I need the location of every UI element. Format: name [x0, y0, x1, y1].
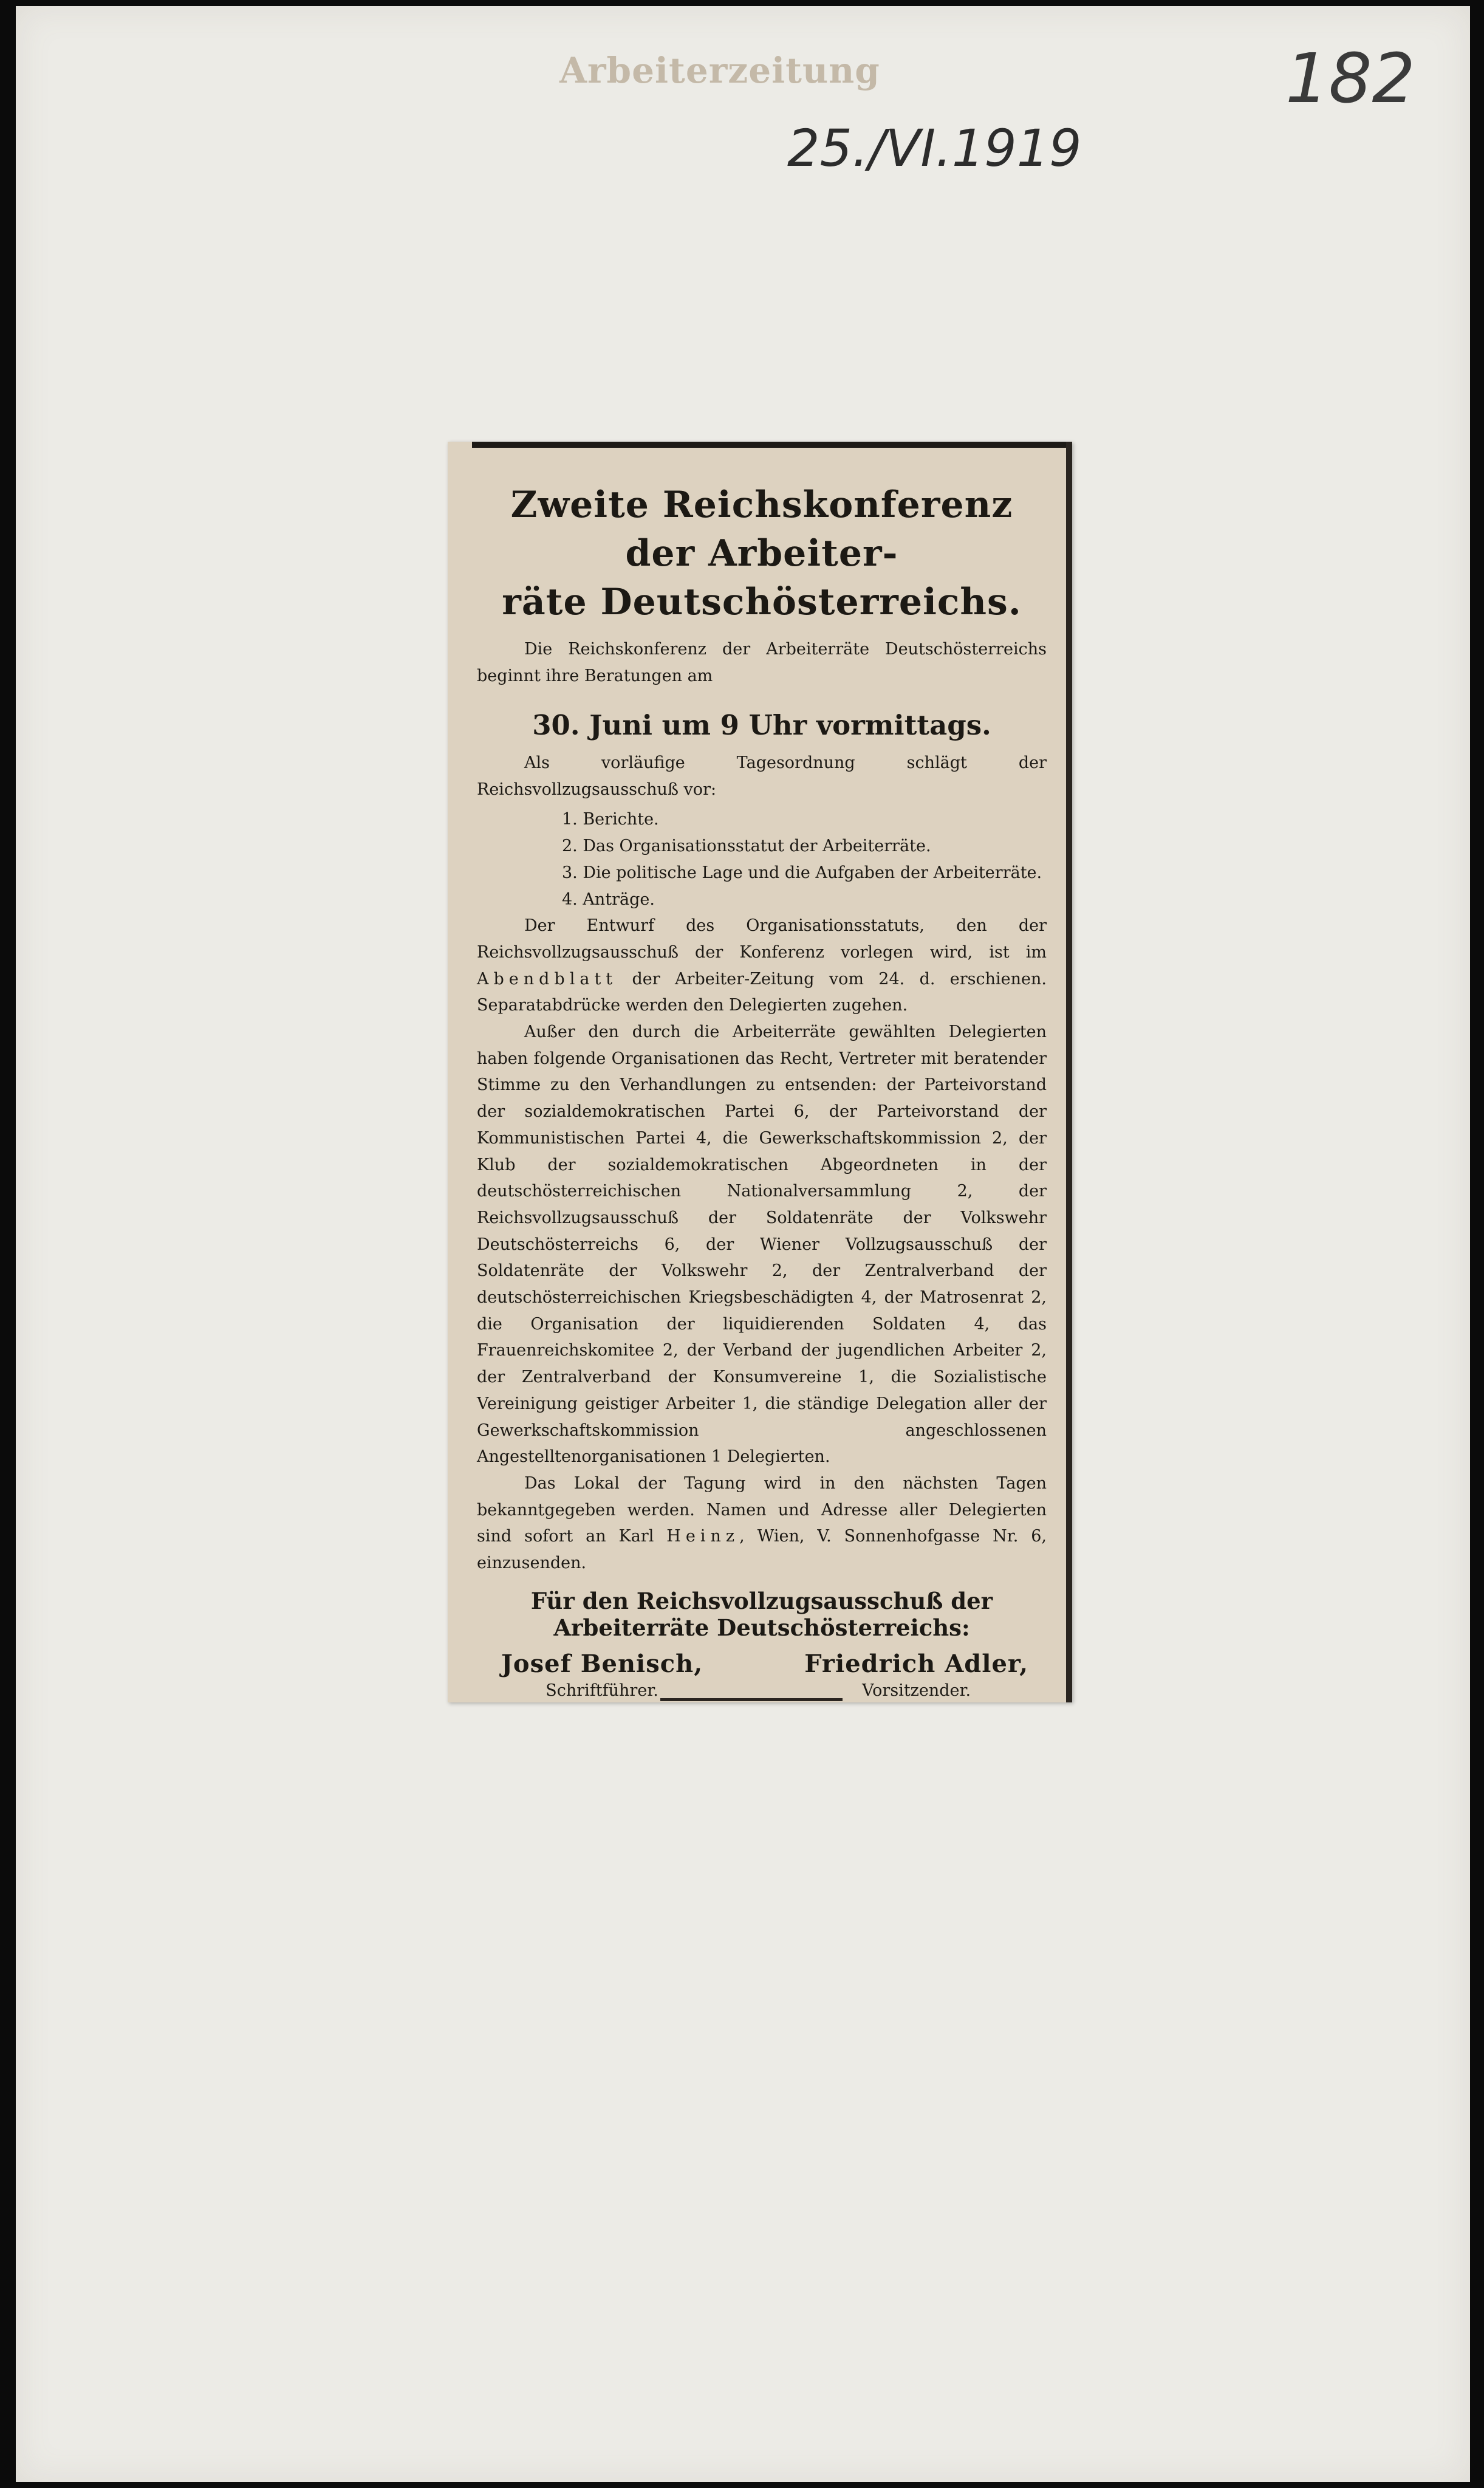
paragraph-draft-statute-part-2: der Arbeiter-Zeitung vom 24. d. erschienen. Separatabdrücke werden den Delegierten zugehen. — [477, 969, 1047, 1015]
signatures — [477, 1650, 1047, 1703]
handwritten-page-number: 182 — [1285, 39, 1415, 118]
paragraph-venue-part-2: , Wien, V. Sonnenhofgasse Nr. 6, einzusenden. — [477, 1527, 1047, 1573]
handwritten-date: 25./VI.1919 — [787, 118, 1082, 178]
clipping-right-rule — [1066, 442, 1072, 1702]
clipping-bottom-rule — [660, 1698, 843, 1701]
article-title-line-1: Zweite Reichskonferenz der Arbeiter- — [510, 484, 1013, 575]
paragraph-draft-statute-part-1: Der Entwurf des Organisationsstatuts, den der Reichsvollzugsausschuß der Konferenz vorlegen wird, ist im — [477, 916, 1047, 962]
signatory-name: Josef Benisch, — [501, 1649, 703, 1678]
paragraph-venue — [477, 1470, 1047, 1577]
agenda-list — [477, 806, 1047, 913]
abendblatt-emphasis: Abendblatt — [477, 969, 618, 989]
newspaper-stamp: Arbeiterzeitung — [559, 50, 880, 91]
paragraph-draft-statute — [477, 913, 1047, 1019]
paragraph-venue-part-1: Das Lokal der Tagung wird in den nächsten Tagen bekanntgegeben werden. Namen und Adresse aller Delegierten sind sofort an Karl — [477, 1473, 1047, 1546]
agenda-item: 3. Die politische Lage und die Aufgaben der Arbeiterräte. — [562, 863, 1042, 882]
agenda-item: 2. Das Organisationsstatut der Arbeiterräte. — [562, 837, 931, 856]
signatory-secretary — [501, 1650, 703, 1703]
agenda-item: 4. Anträge. — [562, 889, 655, 909]
signatory-name: Friedrich Adler, — [804, 1649, 1028, 1678]
agenda-intro: Als vorläufige Tagesordnung schlägt der Reichsvollzugsausschuß vor: — [477, 753, 1047, 799]
signatory-chair — [804, 1650, 1028, 1703]
signatory-role: Schriftführer. — [545, 1681, 658, 1700]
clipping-top-rule — [472, 442, 1067, 448]
article-title — [477, 481, 1047, 626]
article-intro: Die Reichskonferenz der Arbeiterräte Deutschösterreichs beginnt ihre Beratungen am — [477, 640, 1047, 685]
article-title-line-2: räte Deutschösterreichs. — [502, 581, 1022, 623]
paragraph-delegates: Außer den durch die Arbeiterräte gewählten Delegierten haben folgende Organisationen das Recht, Vertreter mit beratender Stimme zu den Verhandlungen zu entsenden: der Parteivorstand der sozialdemokratischen Partei 6, der Parteivorstand der Kommunistischen Partei 4, die Gewerkschaftskommission 2, der Klub der sozialdemokratischen Abgeordneten in der deutschösterreichischen Nationalversammlung 2, der Reichsvollzugsausschuß der Soldatenräte der Volkswehr Deutschösterreichs 6, der Wiener Vollzugsausschuß der Soldatenräte der Volkswehr 2, der Zentralverband der deutschösterreichischen Kriegsbeschädigten 4, der Matrosenrat 2, die Organisation der liquidierenden Soldaten 4, das Frauenreichskomitee 2, der Verband der jugendlichen Arbeiter 2, der Zentralverband der Konsumvereine 1, die Sozialistische Vereinigung geistiger Arbeiter 1, die ständige Delegation aller der Gewerkschaftskommission angeschlossenen Angestelltenorganisationen 1 Delegierten. — [477, 1023, 1047, 1467]
conference-date-headline: 30. Juni um 9 Uhr vormittags. — [532, 709, 991, 741]
signatory-role: Vorsitzender. — [862, 1681, 971, 1700]
newspaper-clipping — [448, 442, 1072, 1702]
signature-heading: Für den Reichsvollzugsausschuß der Arbeiterräte Deutschösterreichs: — [530, 1587, 993, 1641]
heinz-emphasis: Heinz — [666, 1527, 740, 1546]
agenda-item: 1. Berichte. — [562, 810, 659, 829]
